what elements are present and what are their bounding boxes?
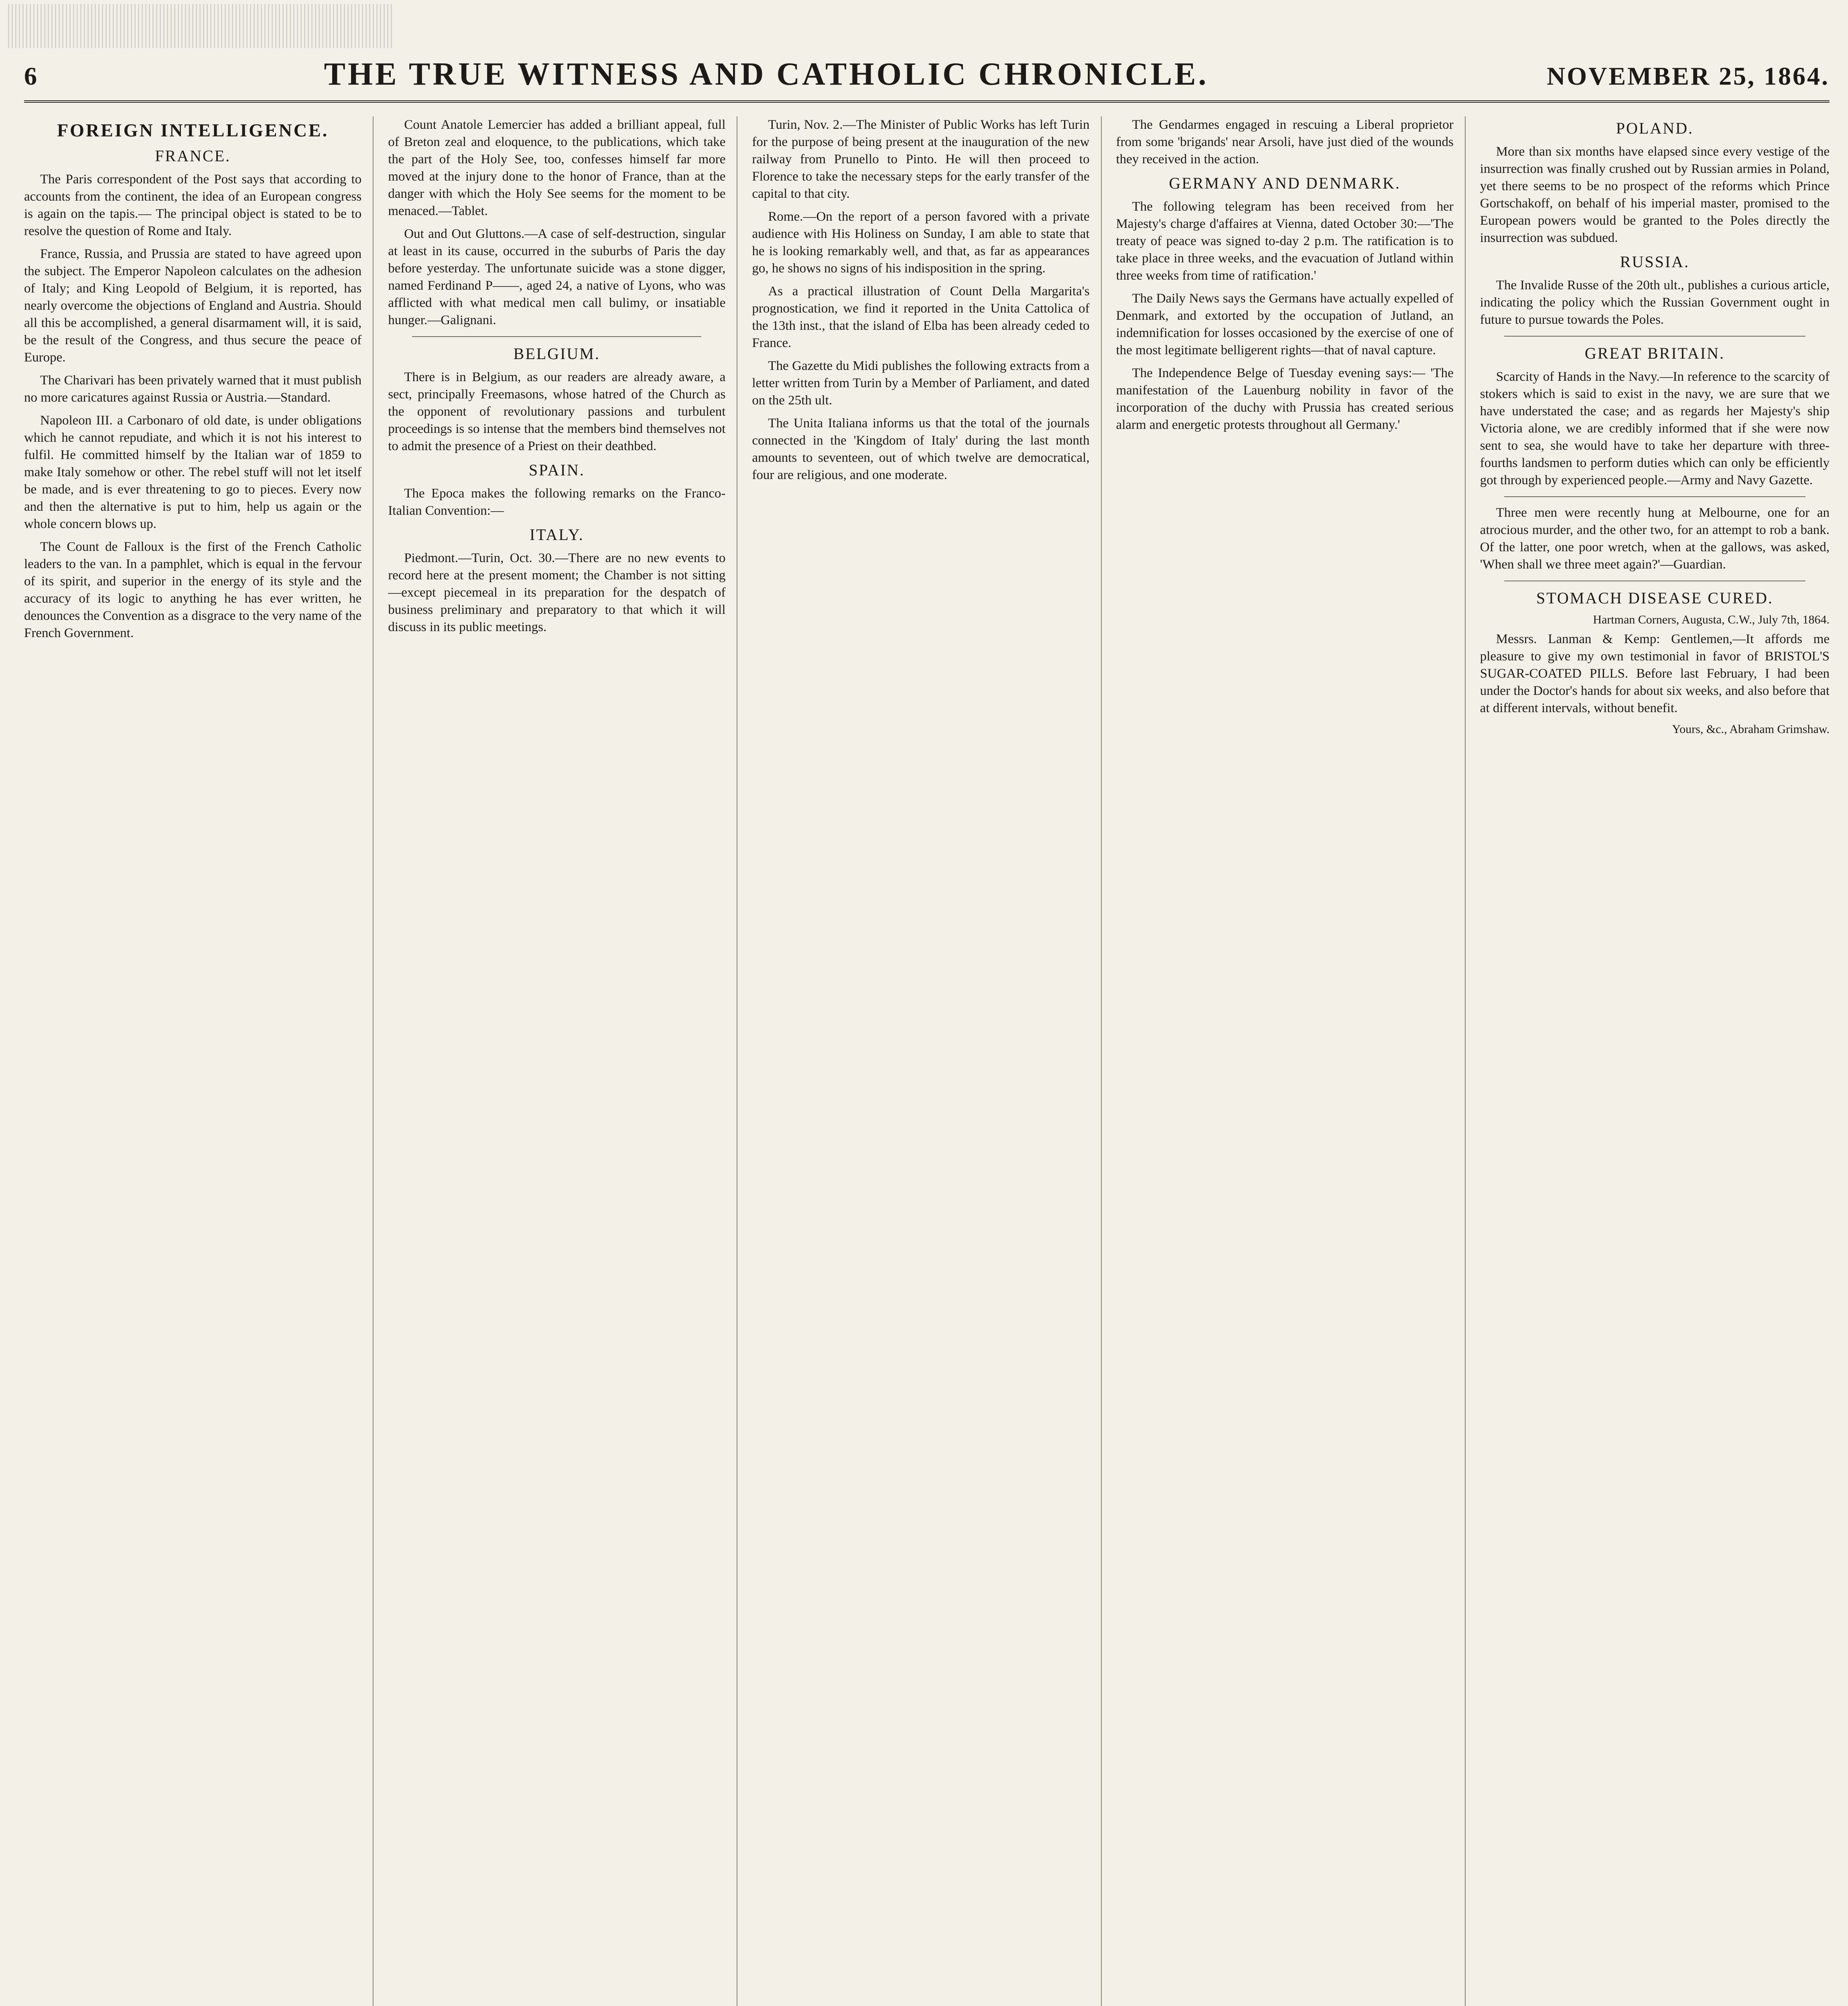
article-paragraph: The Unita Italiana informs us that the total of the journals connected in the 'Kingdom of Italy' during the last month amounts to seventeen, out of which twelve are democratical, four are religious, and one moderate.	[752, 416, 1090, 482]
masthead	[24, 56, 1830, 103]
article-paragraph: The Epoca makes the following remarks on the Franco-Italian Convention:—	[388, 486, 726, 518]
article-paragraph: Napoleon III. a Carbonaro of old date, is under obligations which he cannot repudiate, and which it is not his interest to fulfil. He committed himself by the Italian war of 1859 to make Italy somehow or other. The rebel stuff will not let itself be made, and is ever threatening to go to pieces. Every now and then the alternative is put to him, help us again or the whole concern blows up.	[24, 413, 362, 531]
issue-date: NOVEMBER 25, 1864.	[1547, 62, 1830, 90]
article-paragraph: The Daily News says the Germans have actually expelled of Denmark, and extorted by the occupation of Jutland, an indemnification for losses occasioned by the exercise of one of the most legitimate belligerent rights—that of naval capture.	[1116, 291, 1454, 357]
article-paragraph: The Count de Falloux is the first of the French Catholic leaders to the van. In a pamphlet, which is equal in the fervour of its spirit, and superior in the energy of its style and the accuracy of its logic to anything he has ever written, he denounces the Convention as a disgrace to the very name of the French Government.	[24, 540, 362, 640]
article-paragraph: Out and Out Gluttons.—A case of self-destruction, singular at least in its cause, occurred in the suburbs of Paris the day before yesterday. The unfortunate suicide was a stone digger, named Ferdinand P——, aged 24, a native of Lyons, who was afflicted with what medical men call bulimy, or insatiable hunger.—Galignani.	[388, 227, 726, 327]
signature: Yours, &c., Abraham Grimshaw.	[1672, 723, 1830, 736]
column-4	[1116, 116, 1466, 2006]
article-paragraph: Three men were recently hung at Melbourne, one for an atrocious murder, and the other two, for an attempt to rob a bank. Of the latter, one poor wretch, when at the gallows, was asked, 'When shall we three meet again?'—Guardian.	[1480, 506, 1830, 572]
column-2	[388, 116, 737, 2006]
article-paragraph: Rome.—On the report of a person favored with a private audience with His Holiness on Sunday, I am able to state that he is looking remarkably well, and that, as far as appearances go, he shows no signs of his indisposition in the spring.	[752, 209, 1090, 276]
divider	[1504, 496, 1805, 497]
article-paragraph: The Independence Belge of Tuesday evening says:— 'The manifestation of the Lauenburg nobility in favor of the incorporation of the duchy with Prussia has created serious alarm and energetic protests throughout all Germany.'	[1116, 366, 1454, 432]
section-heading-germany: GERMANY AND DENMARK.	[1169, 174, 1401, 192]
newspaper-title: THE TRUE WITNESS AND CATHOLIC CHRONICLE.	[324, 57, 1209, 92]
article-paragraph: Messrs. Lanman & Kemp: Gentlemen,—It affords me pleasure to give my own testimonial in favor of BRISTOL'S SUGAR-COATED PILLS. Before last February, I had been under the Doctor's hands for about six weeks, and also before that at different intervals, without benefit.	[1480, 632, 1830, 715]
article-paragraph: France, Russia, and Prussia are stated to have agreed upon the subject. The Emperor Napoleon calculates on the adhesion of Italy; and King Leopold of Belgium, it is reported, has nearly overcome the objections of England and Austria. Should all this be accomplished, a general disarmament will, it is said, be the result of the Congress, and thus secure the peace of Europe.	[24, 247, 362, 365]
ink-smudge	[8, 4, 393, 48]
article-paragraph: Scarcity of Hands in the Navy.—In reference to the scarcity of stokers which is said to exist in the navy, we are sure that we have understated the case; and as regards her Majesty's ship Victoria alone, we are credibly informed that if she were now sent to sea, she would have to take her departure with three-fourths landsmen to perform duties which can only be efficiently got through by experienced people.—Army and Navy Gazette.	[1480, 370, 1830, 487]
article-paragraph: The Invalide Russe of the 20th ult., publishes a curious article, indicating the policy which the Russian Government ought in future to pursue towards the Poles.	[1480, 278, 1830, 327]
article-paragraph: Count Anatole Lemercier has added a brilliant appeal, full of Breton zeal and eloquence, to the publications, which take the part of the Holy See, too, confesses himself far more moved at the injury done to the honor of France, than at the danger with which the Holy See seems for the moment to be menaced.—Tablet.	[388, 118, 726, 218]
page-number: 6	[24, 62, 37, 90]
article-paragraph: Turin, Nov. 2.—The Minister of Public Works has left Turin for the purpose of being present at the inauguration of the new railway from Prunello to Pinto. He will then proceed to Florence to take the necessary steps for the early transfer of the capital to that city.	[752, 118, 1090, 201]
section-heading-foreign: FOREIGN INTELLIGENCE.	[57, 120, 329, 140]
article-paragraph: The Gazette du Midi publishes the following extracts from a letter written from Turin by a Member of Parliament, and dated on the 25th ult.	[752, 359, 1090, 408]
section-heading-spain: SPAIN.	[528, 461, 585, 479]
column-5	[1480, 116, 1830, 2006]
column-3	[752, 116, 1101, 2006]
article-paragraph: The Charivari has been privately warned that it must publish no more caricatures against Russia or Austria.—Standard.	[24, 373, 362, 405]
article-paragraph: There is in Belgium, as our readers are already aware, a sect, principally Freemasons, whose hatred of the Church as the opponent of revolutionary passions and turbulent proceedings is so intense that the members bind themselves not to admit the presence of a Priest on their deathbed.	[388, 370, 726, 453]
divider	[412, 336, 701, 337]
article-paragraph: As a practical illustration of Count Della Margarita's prognostication, we find it reported in the Unita Cattolica of the 13th inst., that the island of Elba has been already ceded to France.	[752, 284, 1090, 350]
section-heading-russia: RUSSIA.	[1620, 253, 1690, 271]
section-heading-great-britain: GREAT BRITAIN.	[1584, 344, 1725, 362]
dateline: Hartman Corners, Augusta, C.W., July 7th, 1864.	[1593, 613, 1830, 626]
article-paragraph: The Gendarmes engaged in rescuing a Liberal proprietor from some 'brigands' near Arsoli, have just died of the wounds they received in the action.	[1116, 118, 1454, 166]
article-paragraph: More than six months have elapsed since every vestige of the insurrection was finally crushed out by Russian armies in Poland, yet there seems to be no prospect of the reforms which Prince Gortschakoff, on behalf of his imperial master, promised to the European powers would be granted to the Poles directly the insurrection was subdued.	[1480, 144, 1830, 245]
section-heading-poland: POLAND.	[1616, 119, 1694, 137]
divider	[1504, 336, 1805, 337]
section-heading-italy: ITALY.	[529, 526, 584, 544]
article-paragraph: Piedmont.—Turin, Oct. 30.—There are no new events to record here at the present moment; the Chamber is not sitting—except piecemeal in its preparation for the despatch of business preliminary and preparatory to that which it will discuss in its public meetings.	[388, 551, 726, 634]
article-paragraph: The following telegram has been received from her Majesty's charge d'affaires at Vienna, dated October 30:—'The treaty of peace was signed to-day 2 p.m. The ratification is to take place in three weeks, and the evacuation of Jutland within three weeks from time of ratification.'	[1116, 199, 1454, 283]
section-heading-belgium: BELGIUM.	[513, 345, 600, 363]
section-heading-stomach: STOMACH DISEASE CURED.	[1536, 589, 1773, 607]
column-1	[24, 116, 374, 2006]
article-columns	[24, 116, 1830, 2006]
section-subheading-france: FRANCE.	[155, 147, 231, 165]
article-paragraph: The Paris correspondent of the Post says that according to accounts from the continent, the idea of an European congress is again on the tapis.— The principal object is stated to be to resolve the question of Rome and Italy.	[24, 172, 362, 238]
